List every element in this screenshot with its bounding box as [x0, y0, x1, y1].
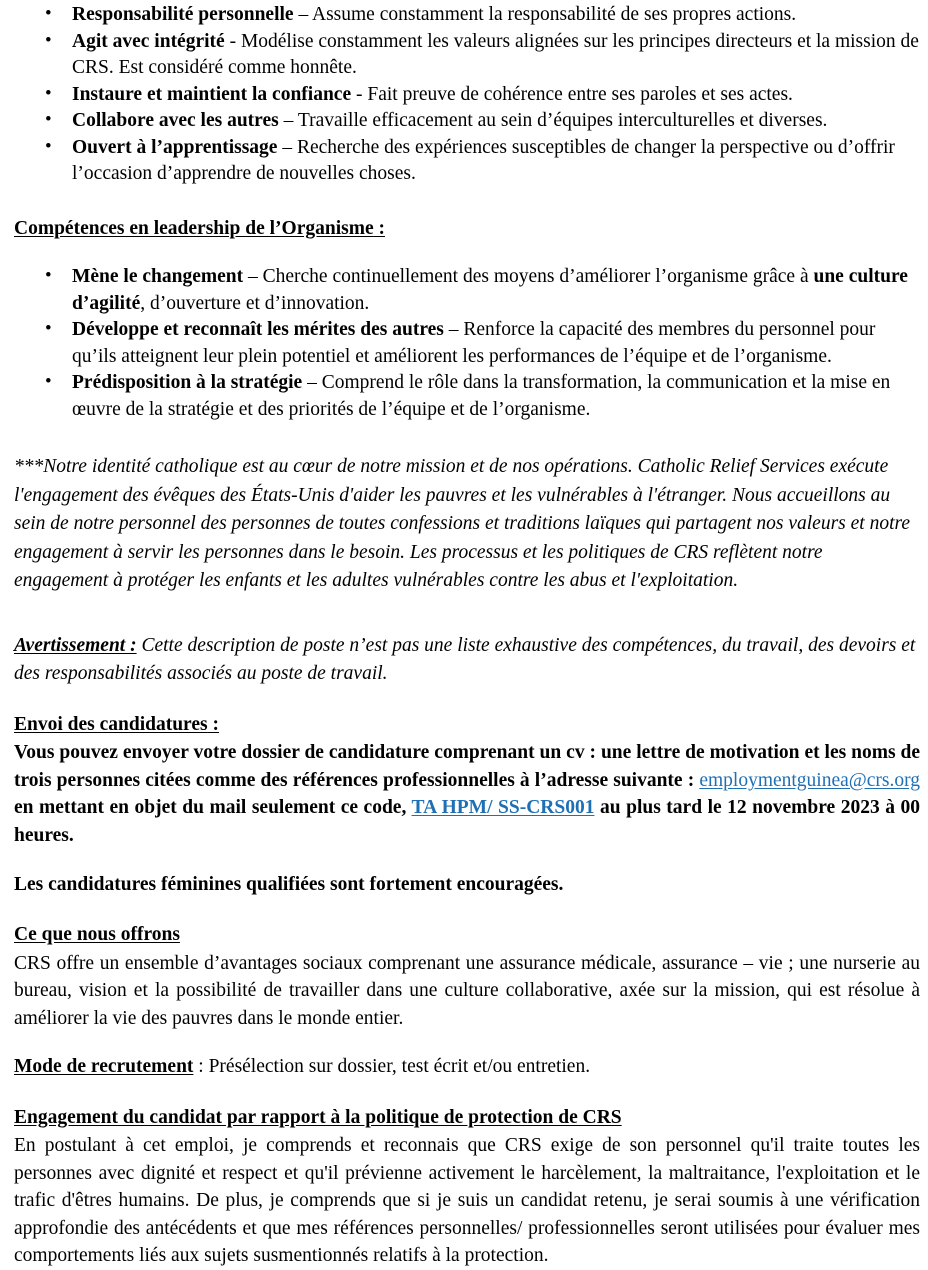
bullet-description: Recherche des expériences susceptibles de changer la perspective ou d’offrir l’occasion d’apprendre de nouvelles choses. [72, 136, 895, 184]
bullet-separator: - [351, 83, 368, 105]
applications-text-1: Vous pouvez envoyer votre dossier de candidature comprenant un cv : une lettre de motivation et les noms de trois personnes citées comme des références professionnelles à l’adresse suivante : [14, 742, 920, 791]
bullet-separator: - [224, 30, 241, 52]
leadership-heading: Compétences en leadership de l’Organisme [14, 217, 374, 239]
bullet-separator: – [443, 319, 464, 340]
list-item [14, 108, 920, 135]
bullet-emphasis: une culture d’agilité [72, 266, 908, 314]
bullet-description: Cherche continuellement des moyens d’améliorer l’organisme grâce à [262, 266, 814, 287]
bullet-term: Mène le changement [72, 266, 244, 287]
safeguarding-heading-line [14, 1105, 920, 1132]
leadership-competencies-list [14, 264, 920, 423]
offer-paragraph: CRS offre un ensemble d’avantages sociaux comprenant une assurance médicale, assurance – vie ; une nurserie au bureau, vision et la possibilité de travailler dans une culture collaborative, axée sur la mission, qui est résolue à améliorer la vie des pauvres dans le monde entier. [14, 952, 920, 1029]
recruitment-heading: Mode de recrutement [14, 1056, 194, 1077]
disclaimer-text: Cette description de poste n’est pas une liste exhaustive des compétences, du travail, des devoirs et des responsabilités associés au poste de travail. [14, 634, 916, 684]
bullet-term: Ouvert à l’apprentissage [72, 136, 278, 158]
list-item [14, 317, 920, 370]
spacer [14, 688, 920, 712]
bullet-term: Responsabilité personnelle [72, 4, 294, 25]
spacer [14, 596, 920, 632]
offer-heading-line [14, 922, 920, 949]
bullet-term: Agit avec intégrité [72, 30, 225, 52]
list-item [14, 264, 920, 317]
bullet-description: Comprend le rôle dans la transformation, la communication et la mise en œuvre de la stratégie et des priorités de l’équipe et de l’organisme. [72, 372, 891, 420]
bullet-description-cont: , d’ouverture et d’innovation. [140, 292, 370, 314]
recruitment-line [14, 1054, 920, 1081]
bullet-separator: – [302, 372, 322, 393]
personal-competencies-list [14, 2, 920, 188]
bullet-description: Fait preuve de cohérence entre ses paroles et ses actes. [367, 83, 793, 105]
bullet-term: Prédisposition à la stratégie [72, 372, 303, 393]
list-item [14, 82, 920, 109]
bullet-separator: – [277, 136, 297, 158]
offer-heading: Ce que nous offrons [14, 924, 180, 945]
spacer [14, 423, 920, 453]
bullet-term: Développe et reconnaît les mérites des autres [72, 319, 444, 340]
application-code-link[interactable]: TA HPM/ SS-CRS001 [411, 797, 595, 818]
safeguarding-paragraph: En postulant à cet emploi, je comprends et reconnais que CRS exige de son personnel qu'il traite toutes les personnes avec dignité et respect et qu'il prévienne activement le harcèlement, la maltraitance, l'exploitation et le trafic d'êtres humains. De plus, je comprends que si je suis un candidat retenu, je serai soumis à une vérification approfondie des antécédents et que mes références personnelles/ professionnelles seront utilisées pour évaluer mes comportements liés aux sujets susmentionnés relatifs à la protection. [14, 1135, 920, 1266]
spacer [14, 188, 920, 216]
bullet-description: Modélise constamment les valeurs alignées sur les principes directeurs et la mission de CRS. Est considéré comme honnête. [72, 30, 919, 78]
women-encouragement-note: Les candidatures féminines qualifiées sont fortement encouragées. [14, 874, 564, 895]
spacer [14, 1032, 920, 1054]
bullet-separator: – [243, 266, 263, 287]
bullet-description: Travaille efficacement au sein d’équipes interculturelles et diverses. [297, 110, 828, 131]
list-item [14, 370, 920, 423]
applications-text-3: au plus tard le 12 novembre 2023 à 00 heures. [14, 797, 921, 846]
bullet-description: Renforce la capacité des membres du personnel pour qu’ils atteignent leur plein potentiel et améliorent les performances de l’équipe et de l’organisme. [72, 319, 876, 367]
disclaimer-heading: Avertissement : [14, 634, 137, 656]
bullet-term: Instaure et maintient la confiance [72, 83, 352, 105]
recruitment-text: : Présélection sur dossier, test écrit et/ou entretien. [193, 1056, 591, 1077]
applications-heading-line [14, 712, 920, 739]
disclaimer-paragraph [14, 632, 920, 688]
bullet-description: Assume constamment la responsabilité de ses propres actions. [312, 4, 797, 25]
applications-heading: Envoi des candidatures [14, 713, 208, 735]
applications-paragraph [14, 739, 920, 849]
safeguarding-heading: Engagement du candidat par rapport à la politique de protection de CRS [14, 1106, 622, 1128]
catholic-identity-note: ***Notre identité catholique est au cœur de notre mission et de nos opérations. Catholic Relief Services exécute l'engagement des évêques des États-Unis d'aider les pauvres et les vulnérables à l'étranger. Nous accueillons au sein de notre personnel des personnes de toutes confessions et traditions laïques qui partagent nos valeurs et notre engagement à servir les personnes dans le besoin. Les processus et les politiques de CRS reflètent notre engagement à protéger les enfants et les adultes vulnérables contre les abus et l'exploitation. [14, 456, 911, 591]
list-item [14, 29, 920, 82]
spacer [14, 1081, 920, 1105]
list-item [14, 2, 920, 29]
bullet-separator: – [293, 4, 312, 25]
bullet-separator: – [278, 110, 298, 131]
list-item [14, 135, 920, 188]
document-body [14, 0, 920, 1270]
applications-heading-suffix: : [207, 713, 219, 735]
spacer [14, 242, 920, 264]
leadership-heading-line [14, 216, 920, 243]
leadership-heading-suffix: : [373, 217, 386, 239]
applications-text-2: en mettant en objet du mail seulement ce code, [14, 797, 412, 818]
spacer [14, 898, 920, 922]
spacer [14, 849, 920, 871]
application-email-link[interactable]: employmentguinea@crs.org [699, 769, 920, 791]
bullet-term: Collabore avec les autres [72, 110, 279, 131]
